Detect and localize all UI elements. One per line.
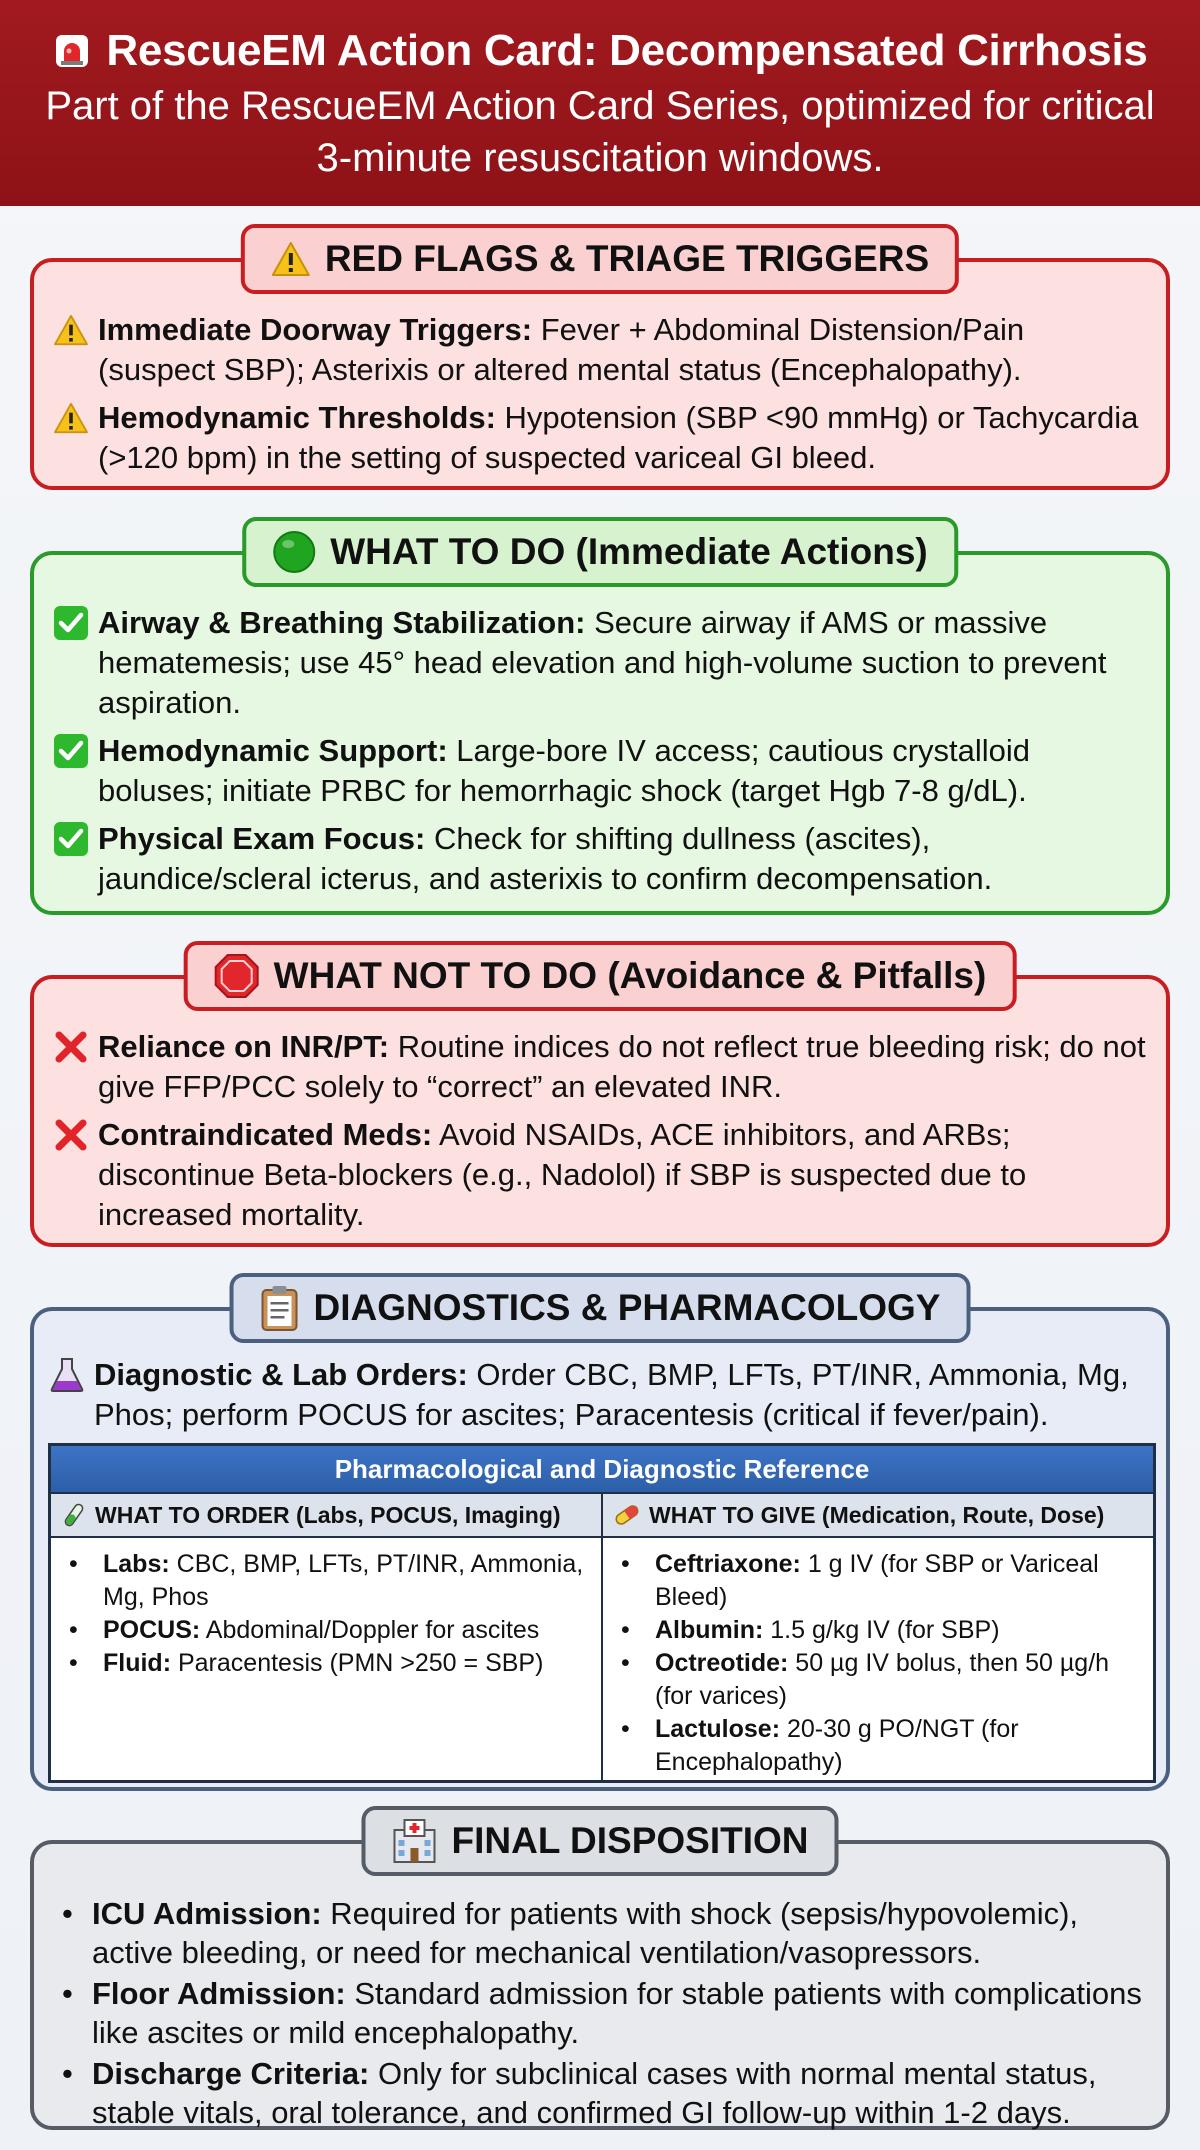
warning-icon (53, 402, 89, 434)
reference-table-body (51, 1538, 1153, 1780)
item-text: Abdominal/Doppler for ascites (200, 1616, 540, 1644)
pill-icon (613, 1502, 641, 1528)
what-not-to-do-title: WHAT NOT TO DO (Avoidance & Pitfalls) (273, 955, 987, 996)
page-header (0, 0, 1200, 206)
order-list-item (61, 1647, 591, 1680)
item-text: Required for patients with shock (sepsis/hypovolemic), active bleeding, or need for mechanical ventilation/vasopressors. (92, 1896, 1079, 1970)
item-text: Order CBC, BMP, LFTs, PT/INR, Ammonia, Mg, Phos; perform POCUS for ascites; Paracentesis (critical if fever/pain). (94, 1357, 1129, 1432)
order-column-header (51, 1494, 603, 1536)
action-item (52, 731, 1148, 811)
disposition-title: FINAL DISPOSITION (451, 1820, 809, 1861)
item-label: ICU Admission: (92, 1896, 322, 1931)
diagnostics-title: DIAGNOSTICS & PHARMACOLOGY (313, 1287, 941, 1328)
item-label: Lactulose: (655, 1715, 781, 1743)
pitfall-item (52, 1027, 1148, 1107)
give-column-label: WHAT TO GIVE (Medication, Route, Dose) (649, 1501, 1105, 1528)
item-label: Albumin: (655, 1616, 764, 1644)
item-label: Floor Admission: (92, 1976, 346, 2011)
item-label: Physical Exam Focus: (98, 821, 426, 856)
disposition-title-tab (361, 1806, 838, 1876)
diagnostics-title-tab (230, 1273, 971, 1343)
warning-icon (53, 314, 89, 346)
item-text: Standard admission for stable patients with complications like ascites or mild encephalopathy. (92, 1976, 1142, 2050)
warning-icon (271, 241, 311, 277)
reference-table-title: Pharmacological and Diagnostic Reference (51, 1446, 1153, 1492)
what-not-to-do-section (30, 955, 1170, 1247)
item-text: Only for subclinical cases with normal mental status, stable vitals, oral tolerance, and confirmed GI follow-up within 1-2 days. (92, 2056, 1097, 2130)
order-list-item (61, 1614, 591, 1647)
check-icon (53, 821, 89, 857)
cross-icon (53, 1029, 89, 1065)
what-to-do-list (52, 603, 1148, 907)
disposition-section (30, 1820, 1170, 2130)
item-label: Discharge Criteria: (92, 2056, 370, 2091)
disposition-item (52, 1974, 1148, 2052)
item-text: CBC, BMP, LFTs, PT/INR, Ammonia, Mg, Phos (103, 1550, 584, 1611)
check-icon (53, 733, 89, 769)
item-text: Fever + Abdominal Distension/Pain (suspect SBP); Asterixis or altered mental status (Encephalopathy). (98, 312, 1025, 387)
action-item (52, 819, 1148, 899)
siren-icon (52, 31, 92, 71)
page-title: RescueEM Action Card: Decompensated Cirrhosis (106, 26, 1148, 75)
item-text: 1.5 g/kg IV (for SBP) (763, 1616, 1000, 1644)
item-label: Diagnostic & Lab Orders: (94, 1357, 468, 1392)
item-text: 1 g IV (for SBP or Variceal Bleed) (655, 1550, 1099, 1611)
red-flags-list (52, 310, 1148, 486)
what-not-to-do-list (52, 1027, 1148, 1243)
item-label: Octreotide: (655, 1649, 789, 1677)
flask-icon (50, 1357, 84, 1393)
item-label: POCUS: (103, 1616, 201, 1644)
item-text: 50 µg IV bolus, then 50 µg/h (for varices) (655, 1649, 1110, 1710)
what-to-do-section (30, 531, 1170, 915)
item-label: Reliance on INR/PT: (98, 1029, 390, 1064)
give-list-item (613, 1548, 1143, 1614)
what-to-do-title-tab (242, 517, 958, 587)
hospital-icon (391, 1818, 437, 1864)
green-circle-icon (272, 530, 316, 574)
red-flag-item (52, 398, 1148, 478)
disposition-item (52, 1894, 1148, 1972)
item-text: Secure airway if AMS or massive hematemesis; use 45° head elevation and high-volume suction to prevent aspiration. (98, 605, 1107, 720)
what-to-do-title: WHAT TO DO (Immediate Actions) (330, 531, 928, 572)
item-label: Ceftriaxone: (655, 1550, 801, 1578)
diagnostics-lab-orders (48, 1355, 1148, 1443)
red-flag-item (52, 310, 1148, 390)
red-flags-title-tab (241, 224, 959, 294)
red-flags-section (30, 238, 1170, 490)
give-column-cell (603, 1538, 1153, 1780)
item-label: Contraindicated Meds: (98, 1117, 433, 1152)
reference-table (48, 1443, 1156, 1783)
item-text: Hypotension (SBP <90 mmHg) or Tachycardia (>120 bpm) in the setting of suspected variceal GI bleed. (98, 400, 1139, 475)
item-label: Airway & Breathing Stabilization: (98, 605, 586, 640)
page-subtitle: Part of the RescueEM Action Card Series, optimized for critical 3-minute resuscitation windows. (45, 84, 1155, 180)
item-text: Avoid NSAIDs, ACE inhibitors, and ARBs; discontinue Beta-blockers (e.g., Nadolol) if SBP is suspected due to increased mortality. (98, 1117, 1027, 1232)
red-flags-title: RED FLAGS & TRIAGE TRIGGERS (324, 238, 930, 279)
order-column-label: WHAT TO ORDER (Labs, POCUS, Imaging) (95, 1501, 561, 1528)
item-text: Check for shifting dullness (ascites), jaundice/scleral icterus, and asterixis to confirm decompensation. (98, 821, 993, 896)
item-text: Paracentesis (PMN >250 = SBP) (171, 1649, 544, 1677)
diagnostics-section (30, 1287, 1170, 1791)
item-text: Large-bore IV access; cautious crystalloid boluses; initiate PRBC for hemorrhagic shock (target Hgb 7-8 g/dL). (98, 733, 1031, 808)
pitfall-item (52, 1115, 1148, 1235)
give-list-item (613, 1647, 1143, 1713)
test-tube-icon (61, 1502, 87, 1528)
cross-icon (53, 1117, 89, 1153)
item-text: 20-30 g PO/NGT (for Encephalopathy) (655, 1715, 1019, 1776)
give-list-item (613, 1614, 1143, 1647)
what-not-to-do-title-tab (184, 941, 1017, 1011)
item-text: Routine indices do not reflect true bleeding risk; do not give FFP/PCC solely to “correct” an elevated INR. (98, 1029, 1146, 1104)
item-label: Hemodynamic Support: (98, 733, 448, 768)
reference-table-header-row (51, 1492, 1153, 1538)
item-label: Immediate Doorway Triggers: (98, 312, 533, 347)
page-title-row (0, 26, 1200, 76)
order-column-cell (51, 1538, 603, 1780)
item-label: Fluid: (103, 1649, 172, 1677)
order-list-item (61, 1548, 591, 1614)
item-label: Labs: (103, 1550, 170, 1578)
give-column-header (603, 1494, 1153, 1536)
disposition-item (52, 2054, 1148, 2132)
disposition-list (52, 1894, 1148, 2134)
lab-orders-item (48, 1355, 1148, 1435)
item-label: Hemodynamic Thresholds: (98, 400, 496, 435)
action-item (52, 603, 1148, 723)
stop-sign-icon (214, 953, 260, 999)
clipboard-icon (260, 1284, 300, 1332)
give-list-item (613, 1713, 1143, 1779)
check-icon (53, 605, 89, 641)
